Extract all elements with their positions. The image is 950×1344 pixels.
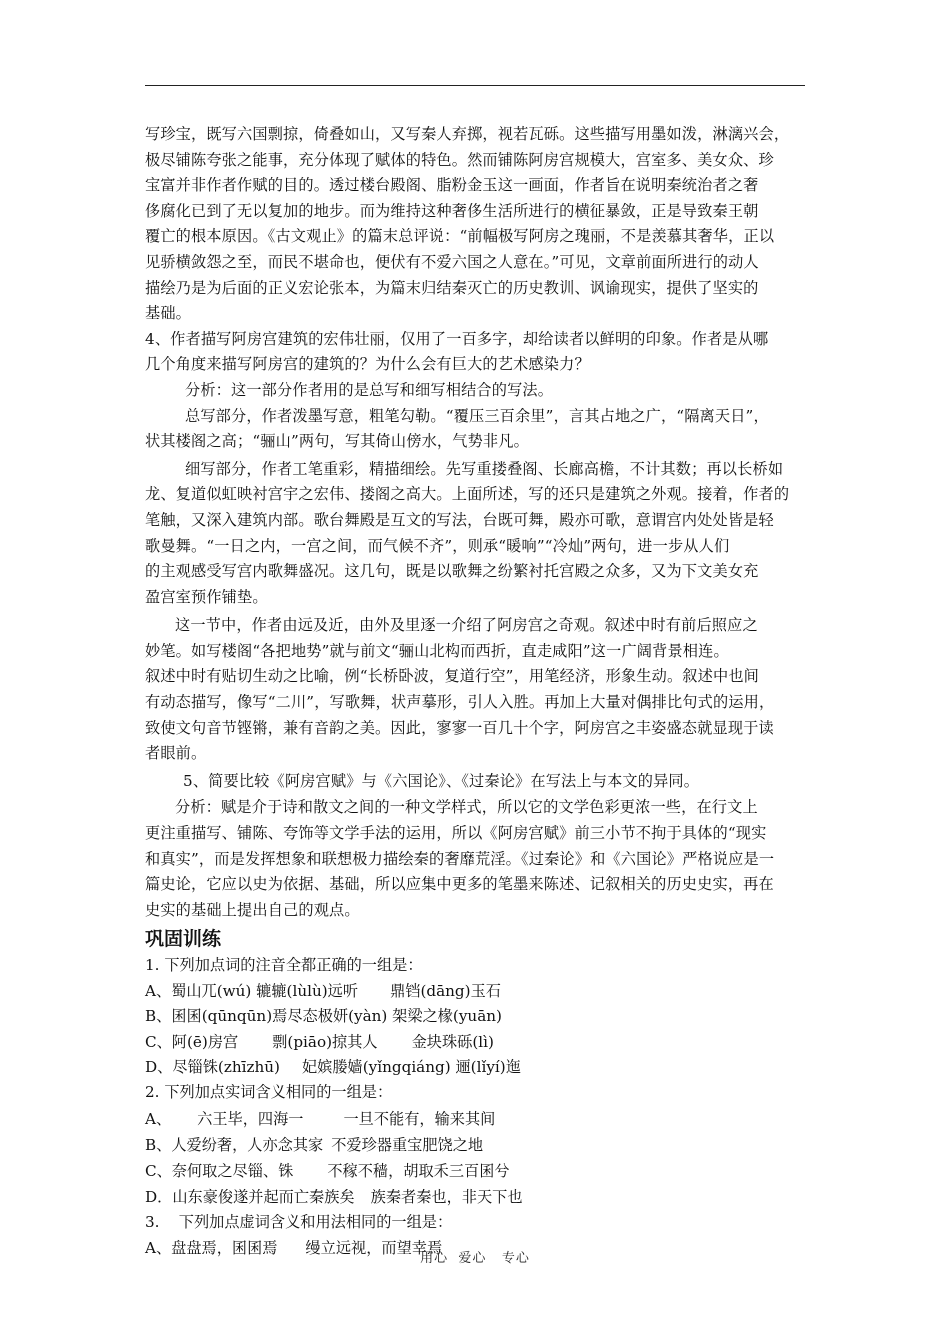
text-line: 基础。: [145, 304, 192, 323]
text-line: 细写部分，作者工笔重彩，精描细绘。先写重搂叠阁、长廊高檐，不计其数；再以长桥如: [185, 459, 784, 478]
option-text: 鼎铛(dāng)玉石: [390, 981, 501, 1000]
text-line: 总写部分，作者泼墨写意，粗笔勾勒。“覆压三百余里”，言其占地之广，“隔离天日”，: [185, 406, 769, 425]
option-text: A、盘盘焉，囷囷焉: [145, 1239, 278, 1258]
option-text: B、人爱纷奢，人亦念其家: [145, 1135, 324, 1154]
text-line: 分析：赋是介于诗和散文之间的一种文学样式，所以它的文学色彩更浓一些，在行文上: [175, 798, 758, 817]
intro-paragraph: [145, 122, 807, 327]
exercise-q1-option-a: [145, 979, 807, 1004]
text-line: 侈腐化已到了无以复加的地步。而为维持这种奢侈生活所进行的横征暴敛，正是导致秦王朝: [145, 201, 759, 220]
text-line: 更注重描写、铺陈、夸饰等文学手法的运用，所以《阿房宫赋》前三小节不拘于具体的“现实: [145, 824, 767, 843]
option-text: 不稼不穑，胡取禾三百囷兮: [327, 1161, 510, 1180]
option-text: 剽(piāo)掠其人: [272, 1032, 378, 1051]
text-line: 歌曼舞。“一日之内，一宫之间，而气候不齐”，则承“暖响”“冷灿”两句，进一步从人们: [145, 536, 730, 555]
option-text: C、奈何取之尽锱、铢: [145, 1161, 294, 1180]
exercise-q1-option-d: [145, 1055, 807, 1080]
text-line: 5、简要比较《阿房宫赋》与《六国论》、《过秦论》在写法上与本文的异同。: [183, 771, 700, 790]
option-text: A、蜀山兀(wú) 辘辘(lùlù)远听: [145, 981, 359, 1000]
exercise-q2-option-b: [145, 1132, 807, 1158]
text-line: 分析：这一部分作者用的是总写和细写相结合的写法。: [185, 380, 554, 399]
text-line: 的主观感受写宫内歌舞盛况。这几句，既是以歌舞之纷繁衬托宫殿之众多，又为下文美女充: [145, 562, 759, 581]
text-line: 者眼前。: [145, 744, 207, 763]
option-text: C、阿(ē)房宫: [145, 1032, 239, 1051]
text-line: 有动态描写，像写“二川”，写歌舞，状声摹形，引人入胜。再加上大量对偶排比句式的运用，: [145, 693, 775, 712]
text-line: 写珍宝，既写六国剽掠，倚叠如山，又写秦人弃掷，视若瓦砾。这些描写用墨如泼，淋漓兴会，: [145, 125, 790, 143]
document-body: [145, 122, 807, 1261]
text-line: 极尽铺陈夸张之能事，充分体现了赋体的特色。然而铺陈阿房宫规模大，宫室多、美女众、珍: [145, 150, 774, 169]
text-line: 见骄横敛怨之至，而民不堪命也，便伏有不爱六国之人意在。”可见，文章前面所进行的动人: [145, 252, 759, 271]
text-line: 状其楼阁之高；“骊山”两句，写其倚山傍水，气势非凡。: [145, 432, 529, 451]
option-text: D．山东豪俊遂并起而亡秦族矣: [145, 1187, 355, 1206]
exercise-q1-option-c: [145, 1030, 807, 1055]
question-5: [145, 769, 807, 795]
detail-paragraph: [145, 457, 807, 611]
text-line: 妙笔。如写楼阁“各把地势”就与前文“骊山北构而西折，直走咸阳”这一广阔背景相连。: [145, 641, 729, 660]
exercise-q1-option-b: [145, 1004, 807, 1029]
text-line: 史实的基础上提出自己的观点。: [145, 900, 360, 919]
option-text: 一旦不能有，输来其间: [343, 1109, 496, 1128]
exercise-q1: 1. 下列加点词的注音全都正确的一组是：: [145, 956, 423, 975]
exercise-q2-option-d: [145, 1184, 807, 1210]
text-line: 描绘乃是为后面的正义宏论张本，为篇末归结秦灭亡的历史教训、讽谕现实，提供了坚实的: [145, 278, 759, 297]
text-line: 覆亡的根本原因。《古文观止》的篇末总评说：“前幅极写阿房之瑰丽，不是羡慕其奢华，正以: [145, 227, 775, 246]
text-line: 几个角度来描写阿房宫的建筑的？为什么会有巨大的艺术感染力？: [145, 355, 590, 374]
text-line: 和真实”，而是发挥想象和联想极力描绘秦的奢靡荒淫。《过秦论》和《六国论》严格说应是一: [145, 849, 775, 868]
option-text: B、囷囷(qūnqūn)焉尽态极妍(yàn) 架梁之椽(yuān): [145, 1007, 502, 1026]
text-line: 叙述中时有贴切生动之比喻，例“长桥卧波，复道行空”，用笔经济，形象生动。叙述中也间: [145, 667, 759, 686]
page-footer: 用心 爱心 专心: [420, 1251, 530, 1266]
text-line: 宝富并非作者作赋的目的。透过楼台殿阁、脂粉金玉这一画面，作者旨在说明秦统治者之奢: [145, 176, 759, 195]
option-text: D、尽锱铢(zhīzhū): [145, 1058, 280, 1077]
text-line: 龙、复道似虹映衬宫宇之宏伟、搂阁之高大。上面所述，写的还只是建筑之外观。接着，作者的: [145, 485, 790, 504]
text-line: 致使文句音节铿锵，兼有音韵之美。因此，寥寥一百几十个字，阿房宫之丰姿盛态就显现于读: [145, 718, 774, 737]
analysis-4: [145, 378, 807, 404]
exercise-q2-option-a: [145, 1106, 807, 1132]
overall-paragraph: [145, 404, 807, 455]
exercise-q3: 3. 下列加点虚词含义和用法相同的一组是：: [145, 1212, 453, 1231]
text-line: 篇史论，它应以史为依据、基础，所以应集中更多的笔墨来陈述、记叙相关的历史史实，再在: [145, 875, 774, 894]
option-text: 缦立远视，而望幸焉: [305, 1239, 443, 1258]
text-line: 盈宫室预作铺垫。: [145, 587, 268, 606]
text-line: 笔触，又深入建筑内部。歌台舞殿是互文的写法，台既可舞，殿亦可歌，意谓宫内处处皆是轻: [145, 510, 774, 529]
option-text: A、: [145, 1109, 172, 1128]
option-text: 不爱珍器重宝肥饶之地: [331, 1135, 484, 1154]
question-4: [145, 327, 807, 378]
header-rule: [145, 85, 805, 86]
option-text: 金块珠砾(lì): [411, 1032, 494, 1051]
option-text: 族秦者秦也，非天下也: [370, 1187, 523, 1206]
exercise-q2: 2. 下列加点实词含义相同的一组是：: [145, 1083, 393, 1102]
option-text: 妃嫔媵嫱(yǐngqiáng) 逦(lǐyí)迤: [301, 1058, 521, 1077]
exercise-heading: 巩固训练: [145, 928, 222, 951]
section-summary-paragraph: [145, 613, 807, 767]
text-line: 4、作者描写阿房宫建筑的宏伟壮丽，仅用了一百多字，却给读者以鲜明的印象。作者是从哪: [145, 329, 769, 348]
text-line: 这一节中，作者由远及近，由外及里逐一介绍了阿房宫之奇观。叙述中时有前后照应之: [175, 616, 758, 635]
option-text: 六王毕，四海一: [197, 1109, 304, 1128]
exercise-q2-option-c: [145, 1158, 807, 1184]
analysis-5: [145, 795, 807, 923]
